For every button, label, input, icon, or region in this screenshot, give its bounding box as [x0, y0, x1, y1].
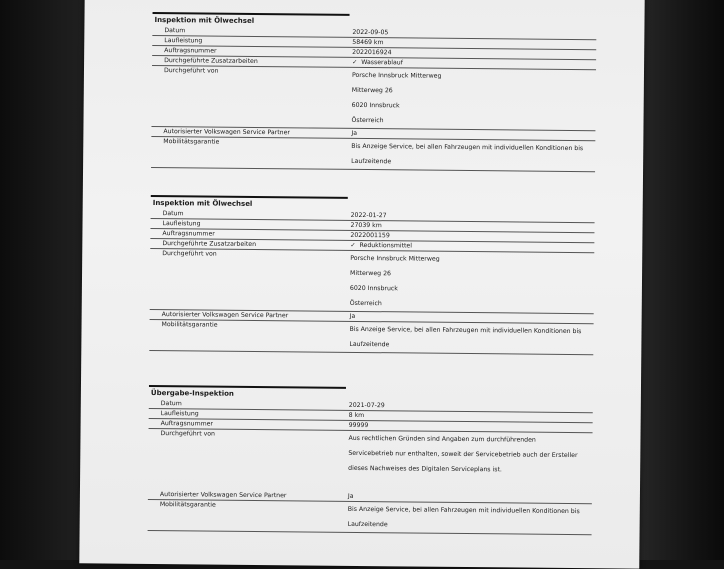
value-mobilitaetsgarantie [349, 322, 593, 354]
row-mobilitaetsgarantie [151, 137, 595, 172]
service-entry-3 [148, 385, 593, 535]
label-datum: Datum [164, 27, 186, 35]
row-mobilitaetsgarantie [149, 320, 593, 355]
label-durchgefuehrt-von: Durchgeführt von [160, 430, 216, 438]
text-line: Servicebetrieb nur enthalten, soweit der Servicebetrieb auch der Ersteller [348, 449, 578, 460]
checkmark-icon: ✓ [350, 241, 356, 249]
label-laufleistung: Laufleistung [160, 410, 199, 418]
service-record-paper [79, 0, 644, 569]
text-line: Laufzeitende [349, 340, 390, 349]
label-durchgefuehrt-von: Durchgeführt von [162, 250, 217, 258]
value-service-partner: Ja [351, 129, 358, 137]
service-entry-2 [149, 195, 594, 355]
value-auftragsnummer: 2022016924 [352, 48, 392, 57]
text-line: Aus rechtlichen Gründen sind Angaben zum durchführenden [348, 434, 536, 444]
background-right [640, 0, 724, 560]
text-line: Bis Anzeige Service, bei allen Fahrzeugen mit individuellen Konditionen bis [347, 505, 580, 516]
value-durchgefuehrt-von [348, 431, 592, 478]
label-mobilitaetsgarantie: Mobilitätsgarantie [161, 321, 218, 329]
label-zusatzarbeiten: Durchgeführte Zusatzarbeiten [162, 240, 257, 248]
address-line: Porsche Innsbruck Mitterweg [351, 71, 442, 80]
value-mobilitaetsgarantie [348, 502, 592, 534]
label-mobilitaetsgarantie: Mobilitätsgarantie [163, 138, 220, 146]
label-datum: Datum [162, 210, 184, 218]
address-line: 6020 Innsbruck [351, 101, 400, 110]
value-datum: 2022-01-27 [350, 211, 387, 220]
label-service-partner: Autorisierter Volkswagen Service Partner [163, 128, 290, 137]
address-line: Mitterweg 26 [350, 269, 392, 278]
label-mobilitaetsgarantie: Mobilitätsgarantie [159, 501, 216, 509]
value-zusatzarbeiten: Reduktionsmittel [359, 241, 413, 250]
value-durchgefuehrt-von [351, 68, 596, 130]
text-line: Laufzeitende [351, 157, 392, 166]
value-laufleistung: 27039 km [350, 221, 382, 230]
checkmark-icon: ✓ [352, 58, 358, 66]
service-entry-1 [151, 12, 596, 172]
value-laufleistung: 58469 km [352, 38, 384, 47]
section-title: Übergabe-Inspektion [149, 385, 346, 401]
address-line: 6020 Innsbruck [349, 284, 398, 293]
row-durchgefuehrt-von [148, 429, 592, 478]
value-service-partner: Ja [347, 492, 354, 500]
label-durchgefuehrt-von: Durchgeführt von [163, 67, 219, 75]
value-auftragsnummer: 99999 [348, 421, 369, 430]
row-durchgefuehrt-von [151, 66, 596, 131]
address-line: Österreich [349, 299, 382, 308]
value-zusatzarbeiten: Wasserablauf [361, 58, 403, 67]
section-title: Inspektion mit Ölwechsel [152, 12, 349, 28]
text-line: Bis Anzeige Service, bei allen Fahrzeugen mit individuellen Konditionen bis [349, 325, 582, 336]
address-line: Porsche Innsbruck Mitterweg [350, 254, 440, 263]
value-service-partner: Ja [349, 312, 356, 320]
address-line: Mitterweg 26 [351, 86, 393, 95]
label-laufleistung: Laufleistung [162, 220, 201, 228]
value-laufleistung: 8 km [348, 411, 365, 420]
label-auftragsnummer: Auftragsnummer [164, 47, 217, 55]
address-line: Österreich [351, 116, 384, 125]
text-line: Laufzeitende [347, 520, 388, 529]
label-service-partner: Autorisierter Volkswagen Service Partner [161, 311, 289, 320]
value-durchgefuehrt-von [350, 251, 595, 313]
value-mobilitaetsgarantie [351, 139, 595, 171]
row-durchgefuehrt-von [150, 249, 595, 314]
text-line: dieses Nachweises des Digitalen Serviceplans ist. [348, 464, 502, 474]
label-zusatzarbeiten: Durchgeführte Zusatzarbeiten [164, 57, 258, 65]
value-datum: 2022-09-05 [352, 28, 389, 37]
section-title: Inspektion mit Ölwechsel [151, 195, 348, 211]
text-line: Bis Anzeige Service, bei allen Fahrzeugen mit individuellen Konditionen bis [351, 142, 584, 153]
label-service-partner: Autorisierter Volkswagen Service Partner [159, 491, 287, 500]
row-mobilitaetsgarantie [148, 500, 592, 535]
label-auftragsnummer: Auftragsnummer [160, 420, 214, 428]
value-auftragsnummer: 2022001159 [350, 231, 390, 240]
label-auftragsnummer: Auftragsnummer [162, 230, 215, 238]
background-left [0, 0, 90, 560]
value-datum: 2021-07-29 [348, 401, 385, 410]
label-laufleistung: Laufleistung [164, 37, 203, 45]
label-datum: Datum [160, 400, 182, 408]
